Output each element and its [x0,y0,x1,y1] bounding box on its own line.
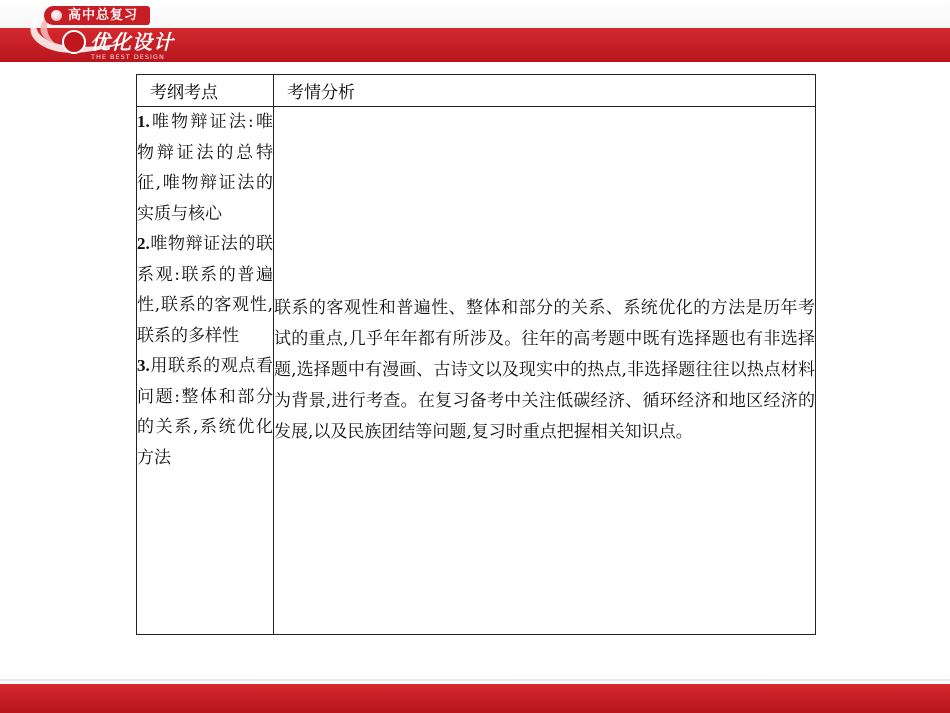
footer-divider [0,679,950,681]
header-syllabus-points: 考纲考点 [137,75,274,107]
logo-subtitle: THE BEST DESIGN [91,53,165,61]
syllabus-points-cell [137,107,274,635]
syllabus-item-2 [137,229,273,351]
syllabus-item-text: 唯物辩证法的联系观:联系的普遍性,联系的客观性,联系的多样性 [137,234,273,346]
syllabus-item-number: 2. [137,234,150,253]
logo-title: 优化设计 [90,30,174,54]
logo-tag-text: 高中总复习 [68,8,139,23]
syllabus-item-number: 1. [137,112,150,131]
table-body-row [137,107,816,635]
syllabus-item-text: 唯物辩证法:唯物辩证法的总特征,唯物辩证法的实质与核心 [137,112,273,224]
syllabus-item-3 [137,351,273,473]
syllabus-item-number: 3. [137,356,150,375]
footer-red-band [0,684,950,713]
syllabus-item-1 [137,107,273,229]
exam-analysis-cell: 联系的客观性和普遍性、整体和部分的关系、系统优化的方法是历年考试的重点,几乎年年都有所涉及。往年的高考题中既有选择题也有非选择题,选择题中有漫画、古诗文以及现实中的热点,非选择题往往以热点材料为背景,进行考查。在复习备考中关注低碳经济、循环经济和地区经济的发展,以及民族团结等问题,复习时重点把握相关知识点。 [274,107,816,635]
butterfly-emblem-icon [62,30,86,54]
logo-tag [44,6,150,25]
header-exam-analysis: 考情分析 [274,75,816,107]
table-header-row [137,75,816,107]
logo-dot-icon [51,10,62,21]
syllabus-item-text: 用联系的观点看问题:整体和部分的关系,系统优化方法 [137,356,273,468]
syllabus-table [136,74,816,635]
